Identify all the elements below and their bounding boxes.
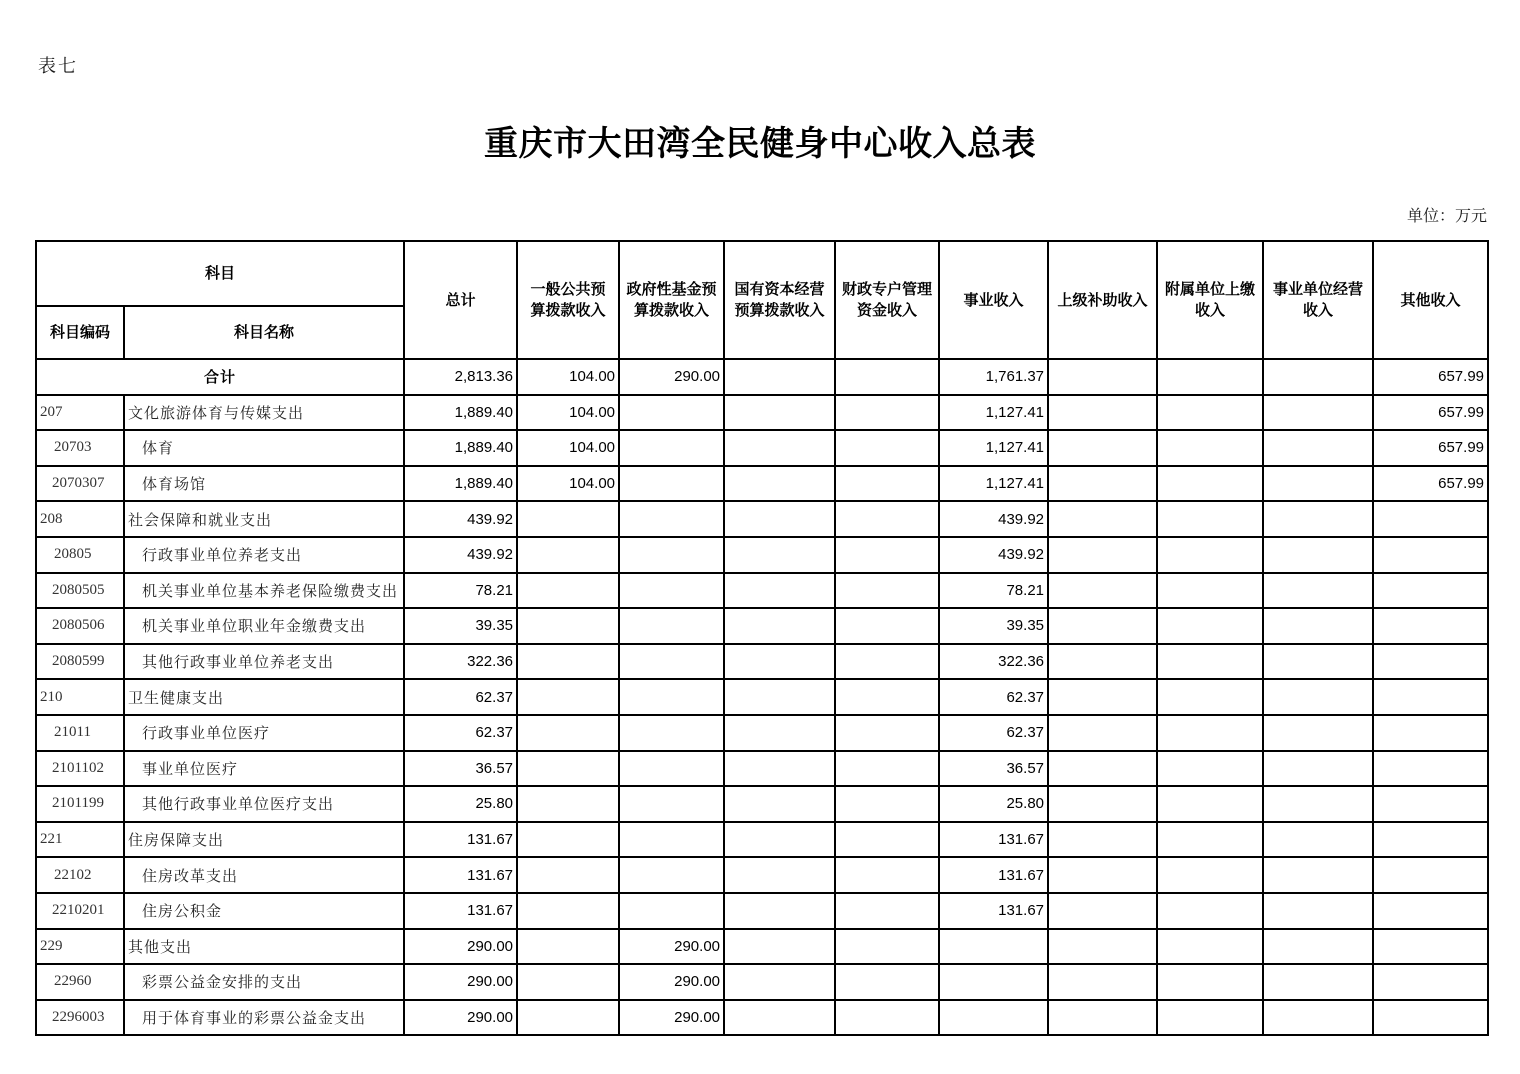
value-cell: 290.00 [619, 359, 724, 395]
value-cell [835, 679, 939, 715]
value-cell [619, 537, 724, 573]
value-cell [724, 395, 835, 431]
subject-code-cell: 2080506 [36, 608, 124, 644]
value-cell [1048, 751, 1157, 787]
value-cell: 131.67 [404, 893, 517, 929]
subject-code-cell: 210 [36, 679, 124, 715]
value-cell: 1,127.41 [939, 430, 1048, 466]
value-cell [724, 751, 835, 787]
table-row [36, 1000, 1488, 1036]
unit-label: 单位：万元 [1406, 208, 1487, 225]
value-cell [835, 1000, 939, 1036]
header-state-capital-budget-income: 国有资本经营预算拨款收入 [724, 241, 835, 359]
value-cell: 439.92 [939, 537, 1048, 573]
table-row [36, 751, 1488, 787]
table-row [36, 644, 1488, 680]
value-cell [835, 430, 939, 466]
value-cell [1048, 430, 1157, 466]
header-subject-code: 科目编码 [36, 306, 124, 359]
value-cell [1263, 929, 1373, 965]
table-row [36, 573, 1488, 609]
subject-name-cell: 事业单位医疗 [124, 751, 404, 787]
table-body [36, 359, 1488, 1035]
table-row [36, 964, 1488, 1000]
value-cell [1373, 929, 1488, 965]
value-cell [724, 573, 835, 609]
value-cell [619, 751, 724, 787]
value-cell [517, 1000, 619, 1036]
value-cell [1263, 466, 1373, 502]
value-cell [835, 608, 939, 644]
value-cell: 2,813.36 [404, 359, 517, 395]
value-cell [1263, 679, 1373, 715]
value-cell [619, 893, 724, 929]
value-cell [1157, 359, 1263, 395]
value-cell: 131.67 [404, 822, 517, 858]
table-row [36, 715, 1488, 751]
value-cell: 104.00 [517, 395, 619, 431]
total-row-label: 合计 [36, 359, 404, 395]
value-cell [1373, 1000, 1488, 1036]
value-cell: 290.00 [619, 964, 724, 1000]
subject-name-cell: 卫生健康支出 [124, 679, 404, 715]
value-cell [835, 573, 939, 609]
subject-code-cell: 2101102 [36, 751, 124, 787]
value-cell [1263, 893, 1373, 929]
value-cell: 657.99 [1373, 395, 1488, 431]
value-cell [724, 466, 835, 502]
value-cell [724, 501, 835, 537]
value-cell [1263, 964, 1373, 1000]
value-cell: 439.92 [939, 501, 1048, 537]
value-cell [724, 359, 835, 395]
income-table [35, 240, 1489, 1036]
value-cell [939, 929, 1048, 965]
table-row [36, 786, 1488, 822]
value-cell [1048, 715, 1157, 751]
value-cell [1373, 608, 1488, 644]
total-row [36, 359, 1488, 395]
value-cell [835, 501, 939, 537]
value-cell [724, 893, 835, 929]
table-row [36, 537, 1488, 573]
value-cell [1048, 573, 1157, 609]
value-cell [1048, 679, 1157, 715]
value-cell [1157, 644, 1263, 680]
value-cell [1048, 964, 1157, 1000]
value-cell [1157, 466, 1263, 502]
table-row [36, 501, 1488, 537]
value-cell [619, 430, 724, 466]
value-cell: 439.92 [404, 537, 517, 573]
header-business-unit-operating-income: 事业单位经营收入 [1263, 241, 1373, 359]
value-cell [517, 644, 619, 680]
value-cell [619, 715, 724, 751]
value-cell [1048, 786, 1157, 822]
subject-name-cell: 住房保障支出 [124, 822, 404, 858]
value-cell [1373, 644, 1488, 680]
value-cell [1048, 359, 1157, 395]
value-cell [835, 964, 939, 1000]
table-row [36, 430, 1488, 466]
value-cell: 290.00 [404, 1000, 517, 1036]
value-cell [619, 644, 724, 680]
value-cell [1263, 501, 1373, 537]
value-cell [939, 964, 1048, 1000]
value-cell [1048, 501, 1157, 537]
header-gov-fund-budget-income: 政府性基金预算拨款收入 [619, 241, 724, 359]
value-cell [1373, 715, 1488, 751]
value-cell: 39.35 [939, 608, 1048, 644]
value-cell [1157, 822, 1263, 858]
subject-code-cell: 2080599 [36, 644, 124, 680]
table-row [36, 466, 1488, 502]
value-cell: 25.80 [939, 786, 1048, 822]
value-cell: 657.99 [1373, 430, 1488, 466]
value-cell [1048, 1000, 1157, 1036]
value-cell [835, 822, 939, 858]
value-cell: 1,889.40 [404, 395, 517, 431]
value-cell [1263, 751, 1373, 787]
subject-name-cell: 其他行政事业单位医疗支出 [124, 786, 404, 822]
value-cell [1157, 893, 1263, 929]
header-affiliated-unit-income: 附属单位上缴收入 [1157, 241, 1263, 359]
value-cell: 62.37 [404, 715, 517, 751]
value-cell [517, 857, 619, 893]
page-title: 重庆市大田湾全民健身中心收入总表 [484, 126, 1036, 163]
value-cell [724, 786, 835, 822]
subject-code-cell: 2101199 [36, 786, 124, 822]
value-cell: 131.67 [939, 822, 1048, 858]
value-cell [835, 395, 939, 431]
value-cell [1157, 395, 1263, 431]
value-cell [1263, 395, 1373, 431]
value-cell [1373, 679, 1488, 715]
subject-name-cell: 体育 [124, 430, 404, 466]
value-cell: 1,889.40 [404, 466, 517, 502]
value-cell [619, 679, 724, 715]
value-cell [1048, 608, 1157, 644]
table-row [36, 893, 1488, 929]
value-cell [724, 715, 835, 751]
value-cell [1263, 857, 1373, 893]
table-number-label: 表七 [38, 56, 78, 76]
subject-code-cell: 2210201 [36, 893, 124, 929]
value-cell [619, 501, 724, 537]
table-row [36, 857, 1488, 893]
value-cell [1157, 964, 1263, 1000]
subject-code-cell: 22102 [36, 857, 124, 893]
value-cell [835, 359, 939, 395]
value-cell [835, 893, 939, 929]
value-cell [1263, 1000, 1373, 1036]
value-cell [835, 857, 939, 893]
subject-name-cell: 社会保障和就业支出 [124, 501, 404, 537]
value-cell [1157, 1000, 1263, 1036]
table-row [36, 822, 1488, 858]
subject-code-cell: 229 [36, 929, 124, 965]
value-cell [1373, 893, 1488, 929]
subject-name-cell: 住房公积金 [124, 893, 404, 929]
subject-name-cell: 住房改革支出 [124, 857, 404, 893]
value-cell: 290.00 [619, 1000, 724, 1036]
value-cell [517, 537, 619, 573]
header-operating-income: 事业收入 [939, 241, 1048, 359]
value-cell [724, 822, 835, 858]
value-cell [1048, 893, 1157, 929]
subject-name-cell: 彩票公益金安排的支出 [124, 964, 404, 1000]
table-row [36, 679, 1488, 715]
value-cell: 104.00 [517, 359, 619, 395]
value-cell: 131.67 [404, 857, 517, 893]
value-cell [1373, 573, 1488, 609]
value-cell [1048, 644, 1157, 680]
value-cell: 1,761.37 [939, 359, 1048, 395]
value-cell [835, 786, 939, 822]
subject-code-cell: 22960 [36, 964, 124, 1000]
subject-name-cell: 机关事业单位基本养老保险缴费支出 [124, 573, 404, 609]
value-cell [724, 929, 835, 965]
value-cell [1048, 822, 1157, 858]
subject-name-cell: 用于体育事业的彩票公益金支出 [124, 1000, 404, 1036]
value-cell [724, 608, 835, 644]
value-cell [1263, 573, 1373, 609]
value-cell [724, 644, 835, 680]
value-cell: 25.80 [404, 786, 517, 822]
value-cell [1263, 644, 1373, 680]
value-cell: 290.00 [619, 929, 724, 965]
value-cell [835, 537, 939, 573]
value-cell [619, 466, 724, 502]
value-cell [1048, 395, 1157, 431]
value-cell [724, 430, 835, 466]
value-cell [1373, 786, 1488, 822]
value-cell: 62.37 [404, 679, 517, 715]
value-cell [835, 715, 939, 751]
value-cell [1157, 929, 1263, 965]
value-cell [517, 964, 619, 1000]
value-cell [1157, 857, 1263, 893]
header-superior-subsidy-income: 上级补助收入 [1048, 241, 1157, 359]
subject-code-cell: 2296003 [36, 1000, 124, 1036]
value-cell [1263, 359, 1373, 395]
value-cell: 78.21 [404, 573, 517, 609]
value-cell: 439.92 [404, 501, 517, 537]
value-cell: 290.00 [404, 964, 517, 1000]
header-other-income: 其他收入 [1373, 241, 1488, 359]
value-cell [517, 822, 619, 858]
table-row [36, 395, 1488, 431]
value-cell: 78.21 [939, 573, 1048, 609]
subject-code-cell: 208 [36, 501, 124, 537]
value-cell [1157, 786, 1263, 822]
value-cell: 1,889.40 [404, 430, 517, 466]
value-cell: 104.00 [517, 466, 619, 502]
subject-name-cell: 文化旅游体育与传媒支出 [124, 395, 404, 431]
table-header [36, 241, 1488, 359]
value-cell [1048, 857, 1157, 893]
value-cell [1157, 608, 1263, 644]
value-cell [1048, 466, 1157, 502]
value-cell [939, 1000, 1048, 1036]
value-cell [619, 395, 724, 431]
value-cell [1157, 679, 1263, 715]
value-cell [835, 644, 939, 680]
value-cell [1373, 822, 1488, 858]
value-cell: 1,127.41 [939, 466, 1048, 502]
value-cell: 62.37 [939, 715, 1048, 751]
value-cell [1373, 751, 1488, 787]
value-cell [724, 1000, 835, 1036]
value-cell [1157, 573, 1263, 609]
subject-name-cell: 其他行政事业单位养老支出 [124, 644, 404, 680]
value-cell [1373, 501, 1488, 537]
value-cell [517, 501, 619, 537]
value-cell [1157, 537, 1263, 573]
value-cell [517, 893, 619, 929]
value-cell [619, 608, 724, 644]
value-cell [1263, 430, 1373, 466]
subject-name-cell: 行政事业单位养老支出 [124, 537, 404, 573]
table-row [36, 929, 1488, 965]
value-cell: 36.57 [939, 751, 1048, 787]
subject-code-cell: 21011 [36, 715, 124, 751]
value-cell [724, 537, 835, 573]
value-cell [517, 929, 619, 965]
value-cell [724, 964, 835, 1000]
value-cell [619, 822, 724, 858]
value-cell [1157, 501, 1263, 537]
value-cell: 657.99 [1373, 359, 1488, 395]
subject-code-cell: 20703 [36, 430, 124, 466]
value-cell: 62.37 [939, 679, 1048, 715]
value-cell [1157, 751, 1263, 787]
value-cell [1373, 537, 1488, 573]
value-cell [619, 573, 724, 609]
value-cell [724, 679, 835, 715]
subject-code-cell: 2070307 [36, 466, 124, 502]
value-cell [517, 786, 619, 822]
value-cell: 131.67 [939, 857, 1048, 893]
value-cell: 131.67 [939, 893, 1048, 929]
value-cell [1373, 857, 1488, 893]
value-cell [1263, 608, 1373, 644]
value-cell: 322.36 [939, 644, 1048, 680]
value-cell: 1,127.41 [939, 395, 1048, 431]
value-cell [1263, 822, 1373, 858]
subject-name-cell: 机关事业单位职业年金缴费支出 [124, 608, 404, 644]
value-cell: 104.00 [517, 430, 619, 466]
value-cell [619, 857, 724, 893]
value-cell [619, 786, 724, 822]
value-cell [835, 751, 939, 787]
value-cell: 36.57 [404, 751, 517, 787]
subject-code-cell: 207 [36, 395, 124, 431]
value-cell [517, 751, 619, 787]
value-cell [517, 679, 619, 715]
value-cell [1157, 715, 1263, 751]
value-cell [517, 715, 619, 751]
value-cell: 290.00 [404, 929, 517, 965]
header-total: 总计 [404, 241, 517, 359]
subject-code-cell: 20805 [36, 537, 124, 573]
header-subject: 科目 [36, 241, 404, 306]
header-fiscal-account-income: 财政专户管理资金收入 [835, 241, 939, 359]
value-cell [1263, 786, 1373, 822]
subject-name-cell: 体育场馆 [124, 466, 404, 502]
subject-code-cell: 221 [36, 822, 124, 858]
table-row [36, 608, 1488, 644]
value-cell: 322.36 [404, 644, 517, 680]
value-cell [724, 857, 835, 893]
header-general-public-budget-income: 一般公共预算拨款收入 [517, 241, 619, 359]
subject-name-cell: 行政事业单位医疗 [124, 715, 404, 751]
header-subject-name: 科目名称 [124, 306, 404, 359]
value-cell [1157, 430, 1263, 466]
value-cell [835, 466, 939, 502]
value-cell: 39.35 [404, 608, 517, 644]
value-cell [835, 929, 939, 965]
value-cell [1373, 964, 1488, 1000]
value-cell [1263, 537, 1373, 573]
subject-code-cell: 2080505 [36, 573, 124, 609]
subject-name-cell: 其他支出 [124, 929, 404, 965]
value-cell: 657.99 [1373, 466, 1488, 502]
value-cell [1263, 715, 1373, 751]
value-cell [517, 608, 619, 644]
value-cell [1048, 537, 1157, 573]
value-cell [1048, 929, 1157, 965]
value-cell [517, 573, 619, 609]
